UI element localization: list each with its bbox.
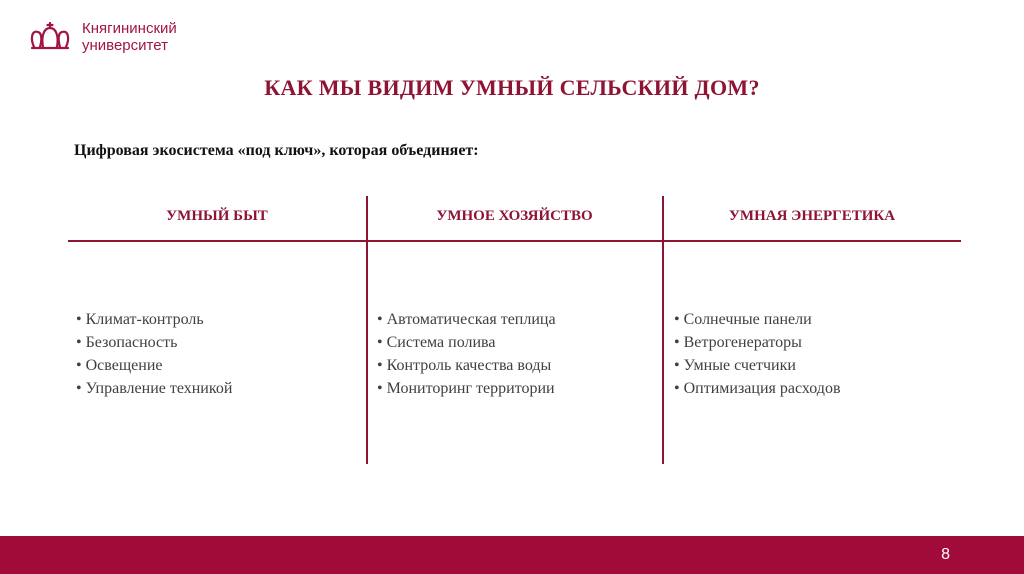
page-title: КАК МЫ ВИДИМ УМНЫЙ СЕЛЬСКИЙ ДОМ? xyxy=(264,75,760,100)
list-item: • Оптимизация расходов xyxy=(674,377,841,400)
crown-icon xyxy=(26,20,74,54)
list-item: • Освещение xyxy=(76,354,232,377)
list-item: • Управление техникой xyxy=(76,377,232,400)
university-logo xyxy=(26,20,177,54)
list-item: • Климат-контроль xyxy=(76,308,232,331)
smart-energy-list xyxy=(674,308,841,400)
list-item: • Ветрогенераторы xyxy=(674,331,841,354)
list-item: • Умные счетчики xyxy=(674,354,841,377)
list-item: • Мониторинг территории xyxy=(377,377,556,400)
column-heading-smart-living: УМНЫЙ БЫТ xyxy=(166,208,268,224)
list-item: • Безопасность xyxy=(76,331,232,354)
subtitle: Цифровая экосистема «под ключ», которая объединяет: xyxy=(74,142,479,159)
footer-bar xyxy=(0,536,1024,574)
column-heading-smart-energy: УМНАЯ ЭНЕРГЕТИКА xyxy=(728,208,896,224)
list-item: • Система полива xyxy=(377,331,556,354)
list-item: • Автоматическая теплица xyxy=(377,308,556,331)
logo-line-2: университет xyxy=(82,37,168,54)
page-number: 8 xyxy=(941,546,950,563)
logo-line-1: Княгининский xyxy=(82,20,177,37)
header-divider xyxy=(68,240,961,242)
column-divider-1 xyxy=(366,196,368,464)
list-item: • Контроль качества воды xyxy=(377,354,556,377)
smart-farm-list xyxy=(377,308,556,400)
column-heading-smart-farm: УМНОЕ ХОЗЯЙСТВО xyxy=(436,208,593,224)
smart-living-list xyxy=(76,308,232,400)
column-divider-2 xyxy=(662,196,664,464)
list-item: • Солнечные панели xyxy=(674,308,841,331)
